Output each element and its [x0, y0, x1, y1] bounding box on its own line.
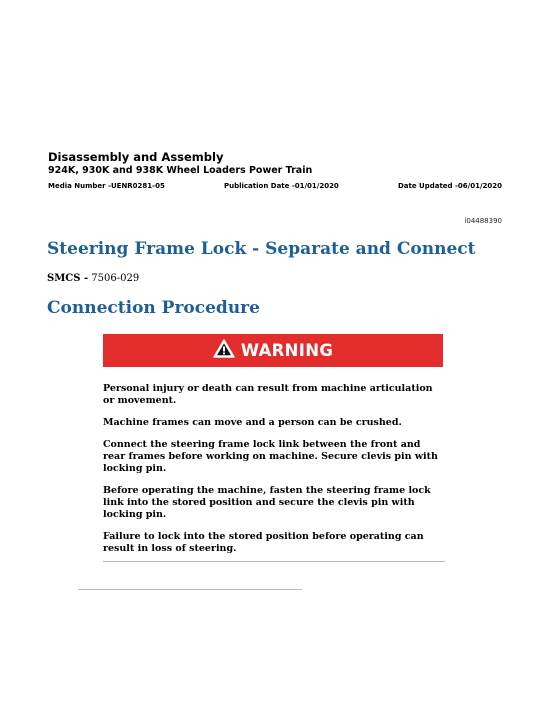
publication-date: Publication Date -01/01/2020	[223, 182, 339, 190]
section-divider	[78, 589, 302, 590]
warning-paragraph: Failure to lock into the stored position before operating can result in loss of steering.	[103, 531, 424, 554]
section-title: Connection Procedure	[47, 298, 260, 318]
document-subtitle: 924K, 930K and 938K Wheel Loaders Power Train	[48, 165, 313, 176]
document-header	[48, 150, 502, 190]
page-title: Steering Frame Lock - Separate and Connect	[47, 239, 476, 259]
date-updated: Date Updated -06/01/2020	[397, 182, 502, 190]
media-number: Media Number -UENR0281-05	[48, 182, 165, 190]
warning-label-group	[213, 339, 333, 362]
metadata-row	[48, 182, 502, 190]
warning-paragraph: Machine frames can move and a person can be crushed.	[103, 417, 402, 428]
warning-divider	[103, 561, 445, 562]
smcs-code	[47, 273, 139, 284]
warning-text	[103, 383, 445, 565]
warning-banner	[103, 334, 443, 367]
warning-paragraph: Before operating the machine, fasten the steering frame lock link into the stored position and secure the clevis pin with locking pin.	[103, 485, 431, 520]
document-title: Disassembly and Assembly	[48, 150, 224, 164]
document-id: i04488390	[464, 217, 502, 225]
warning-paragraph: Connect the steering frame lock link between the front and rear frames before working on machine. Secure clevis pin with locking pin.	[103, 439, 438, 474]
smcs-value: 7506-029	[91, 273, 140, 284]
smcs-label: SMCS -	[47, 273, 89, 284]
warning-paragraph: Personal injury or death can result from machine articulation or movement.	[103, 383, 433, 406]
warning-triangle-icon	[213, 339, 235, 362]
warning-label: WARNING	[240, 341, 334, 360]
